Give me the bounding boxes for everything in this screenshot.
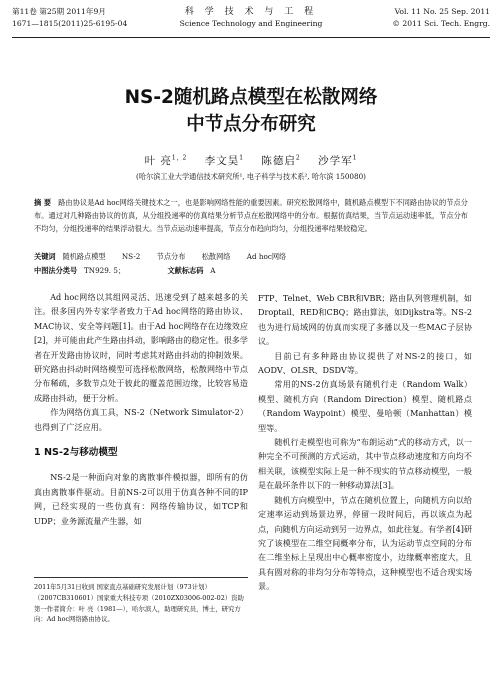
author: 沙学军$^1$ (318, 154, 358, 167)
body-paragraph: 常用的NS-2仿真场景有随机行走（Random Walk）模型、随机方向（Random Direction）模型、随机路点（Random Waypoint）模型、曼哈顿（Manhattan）模型等。 (258, 379, 472, 433)
author-list (0, 153, 502, 168)
copyright-line: © 2011 Sci. Tech. Engrg. (392, 19, 490, 28)
body-paragraph: FTP、Telnet、Web CBR和VBR；路由队列管理机制，如Droptail、RED和CBQ；路由算法，如Dijkstra等。NS-2也为进行局域网的仿真而实现了多播以及一些MAC子层协议。 (258, 293, 472, 347)
author: 叶 亮$^{1, 2}$ (144, 154, 188, 167)
footnote: 2011年5月31日收到 国家直点基础研究发展计划（973计划）（2007CB310601）国家重大科技专项（2010ZX03006-002-02）资助第一作者简介：叶 亮（1981—），哈尔滨人，助理研究员，博士，研究方向：Ad hoc网络路由协议。 (34, 577, 248, 625)
title-line-1: NS-2随机路点模型在松散网络 (124, 87, 378, 108)
section-heading: 1 NS-2与移动模型 (34, 447, 118, 459)
body-paragraph: NS-2是一种面向对象的离散事件模拟器，即所有的仿真由离散事件驱动。目前NS-2可以用于仿真各种不同的IP网，已经实现的一些仿真有：网络传输协议，如TCP和UDP；业务源流量产生器，如 (34, 472, 248, 526)
affiliation: (哈尔滨工业大学通信技术研究所¹, 电子科学与技术系², 哈尔滨 150080) (136, 172, 366, 181)
title-line-2: 中节点分布研究 (186, 114, 316, 135)
body-paragraph: Ad hoc网络以其组网灵活、迅速受到了越来越多的关注。很多国内外专家学者致力于Ad hoc网络的路由协议、MAC协议、安全等问题[1]。由于Ad hoc网络存在边缘效应[2]，并可能由此产生路由抖动，影响路由的稳定性。很多学者在开发路由协议时，同时考虑其对路由抖动的抑制效果。研究路由抖动时网络模型可选择松散网络，松散网络中节点分布稀疏，多数节点处于彼此的覆盖范围边缘，比较容易造成路由抖动，便于分析。 (34, 292, 248, 403)
issn-line: 1671—1815(2011)25-6195-04 (12, 19, 128, 28)
left-column (34, 290, 248, 528)
body-paragraph: 随机方向模型中，节点在随机位置上，向随机方向以给定速率运动到场景边界，停留一段时间后，再以该点为起点，向随机方向运动到另一边界点，如此往复。有学者[4]研究了该模型在二维空间概率分布，认为运动节点空间的分布在二维坐标上呈现出中心概率密度小，边缘概率密度大，且具有圆对称的非均匀分布等特点，这种模型也不适合现实场景。 (258, 494, 472, 592)
page-header (12, 6, 490, 36)
body-paragraph: 随机行走模型也可称为“布朗运动”式的移动方式，以一种完全不可预测的方式运动，其中节点移动速度和方向均不相关联，该模型实际上是一种不现实的节点移动模型，一般是在最坏条件以下的一种移动算法[3]。 (258, 437, 472, 491)
author: 李文昊$^1$ (204, 154, 245, 167)
issue-line: 第11卷 第25期 2011年9月 (12, 7, 106, 16)
author: 陈德启$^2$ (261, 154, 301, 167)
keyword: NS-2 (121, 252, 141, 261)
journal-name-cn: 科 学 技 术 与 工 程 (184, 7, 318, 17)
keyword: 松散网络 (201, 252, 231, 261)
header-rule (12, 37, 490, 38)
abstract (34, 196, 468, 235)
clc-code: TN929. 5； (84, 266, 126, 275)
volume-info (392, 6, 490, 30)
journal-name-en: Science Technology and Engineering (179, 19, 323, 28)
keyword: 随机路点模型 (62, 252, 106, 261)
right-column (258, 291, 472, 594)
doc-code: A (210, 266, 216, 275)
keywords (34, 252, 468, 262)
classification (34, 266, 468, 276)
body-paragraph: 作为网络仿真工具，NS-2（Network Simulator-2）也得到了广泛应用。 (34, 407, 248, 432)
abstract-text: 路由协议是Ad hoc网络关键技术之一，也是影响网络性能的重要因素。研究松散网络中，随机路点模型下不同路由协议的节点分布。通过对几种路由协议的仿真，从分组投递率的仿真结果分析节点在松散网络中的分布。根据仿真结果，当节点运动速率低，节点分布不均匀，分组投递率的结果浮动很大。当节点运动速率提高，节点分布趋向均匀，分组投递率结果较稳定。 (34, 198, 468, 233)
volume-line: Vol. 11 No. 25 Sep. 2011 (394, 7, 490, 16)
keyword: 节点分布 (156, 252, 186, 261)
clc-label: 中图法分类号 (34, 266, 78, 275)
keywords-label: 关键词 (34, 252, 56, 261)
body-paragraph: 目前已有多种路由协议提供了对NS-2的接口，如AODV、OLSR、DSDV等。 (258, 350, 472, 376)
doc-code-label: 文献标志码 (167, 266, 204, 275)
abstract-label: 摘 要 (34, 198, 52, 207)
keyword: Ad hoc网络 (246, 252, 287, 261)
paper-title (0, 84, 502, 138)
